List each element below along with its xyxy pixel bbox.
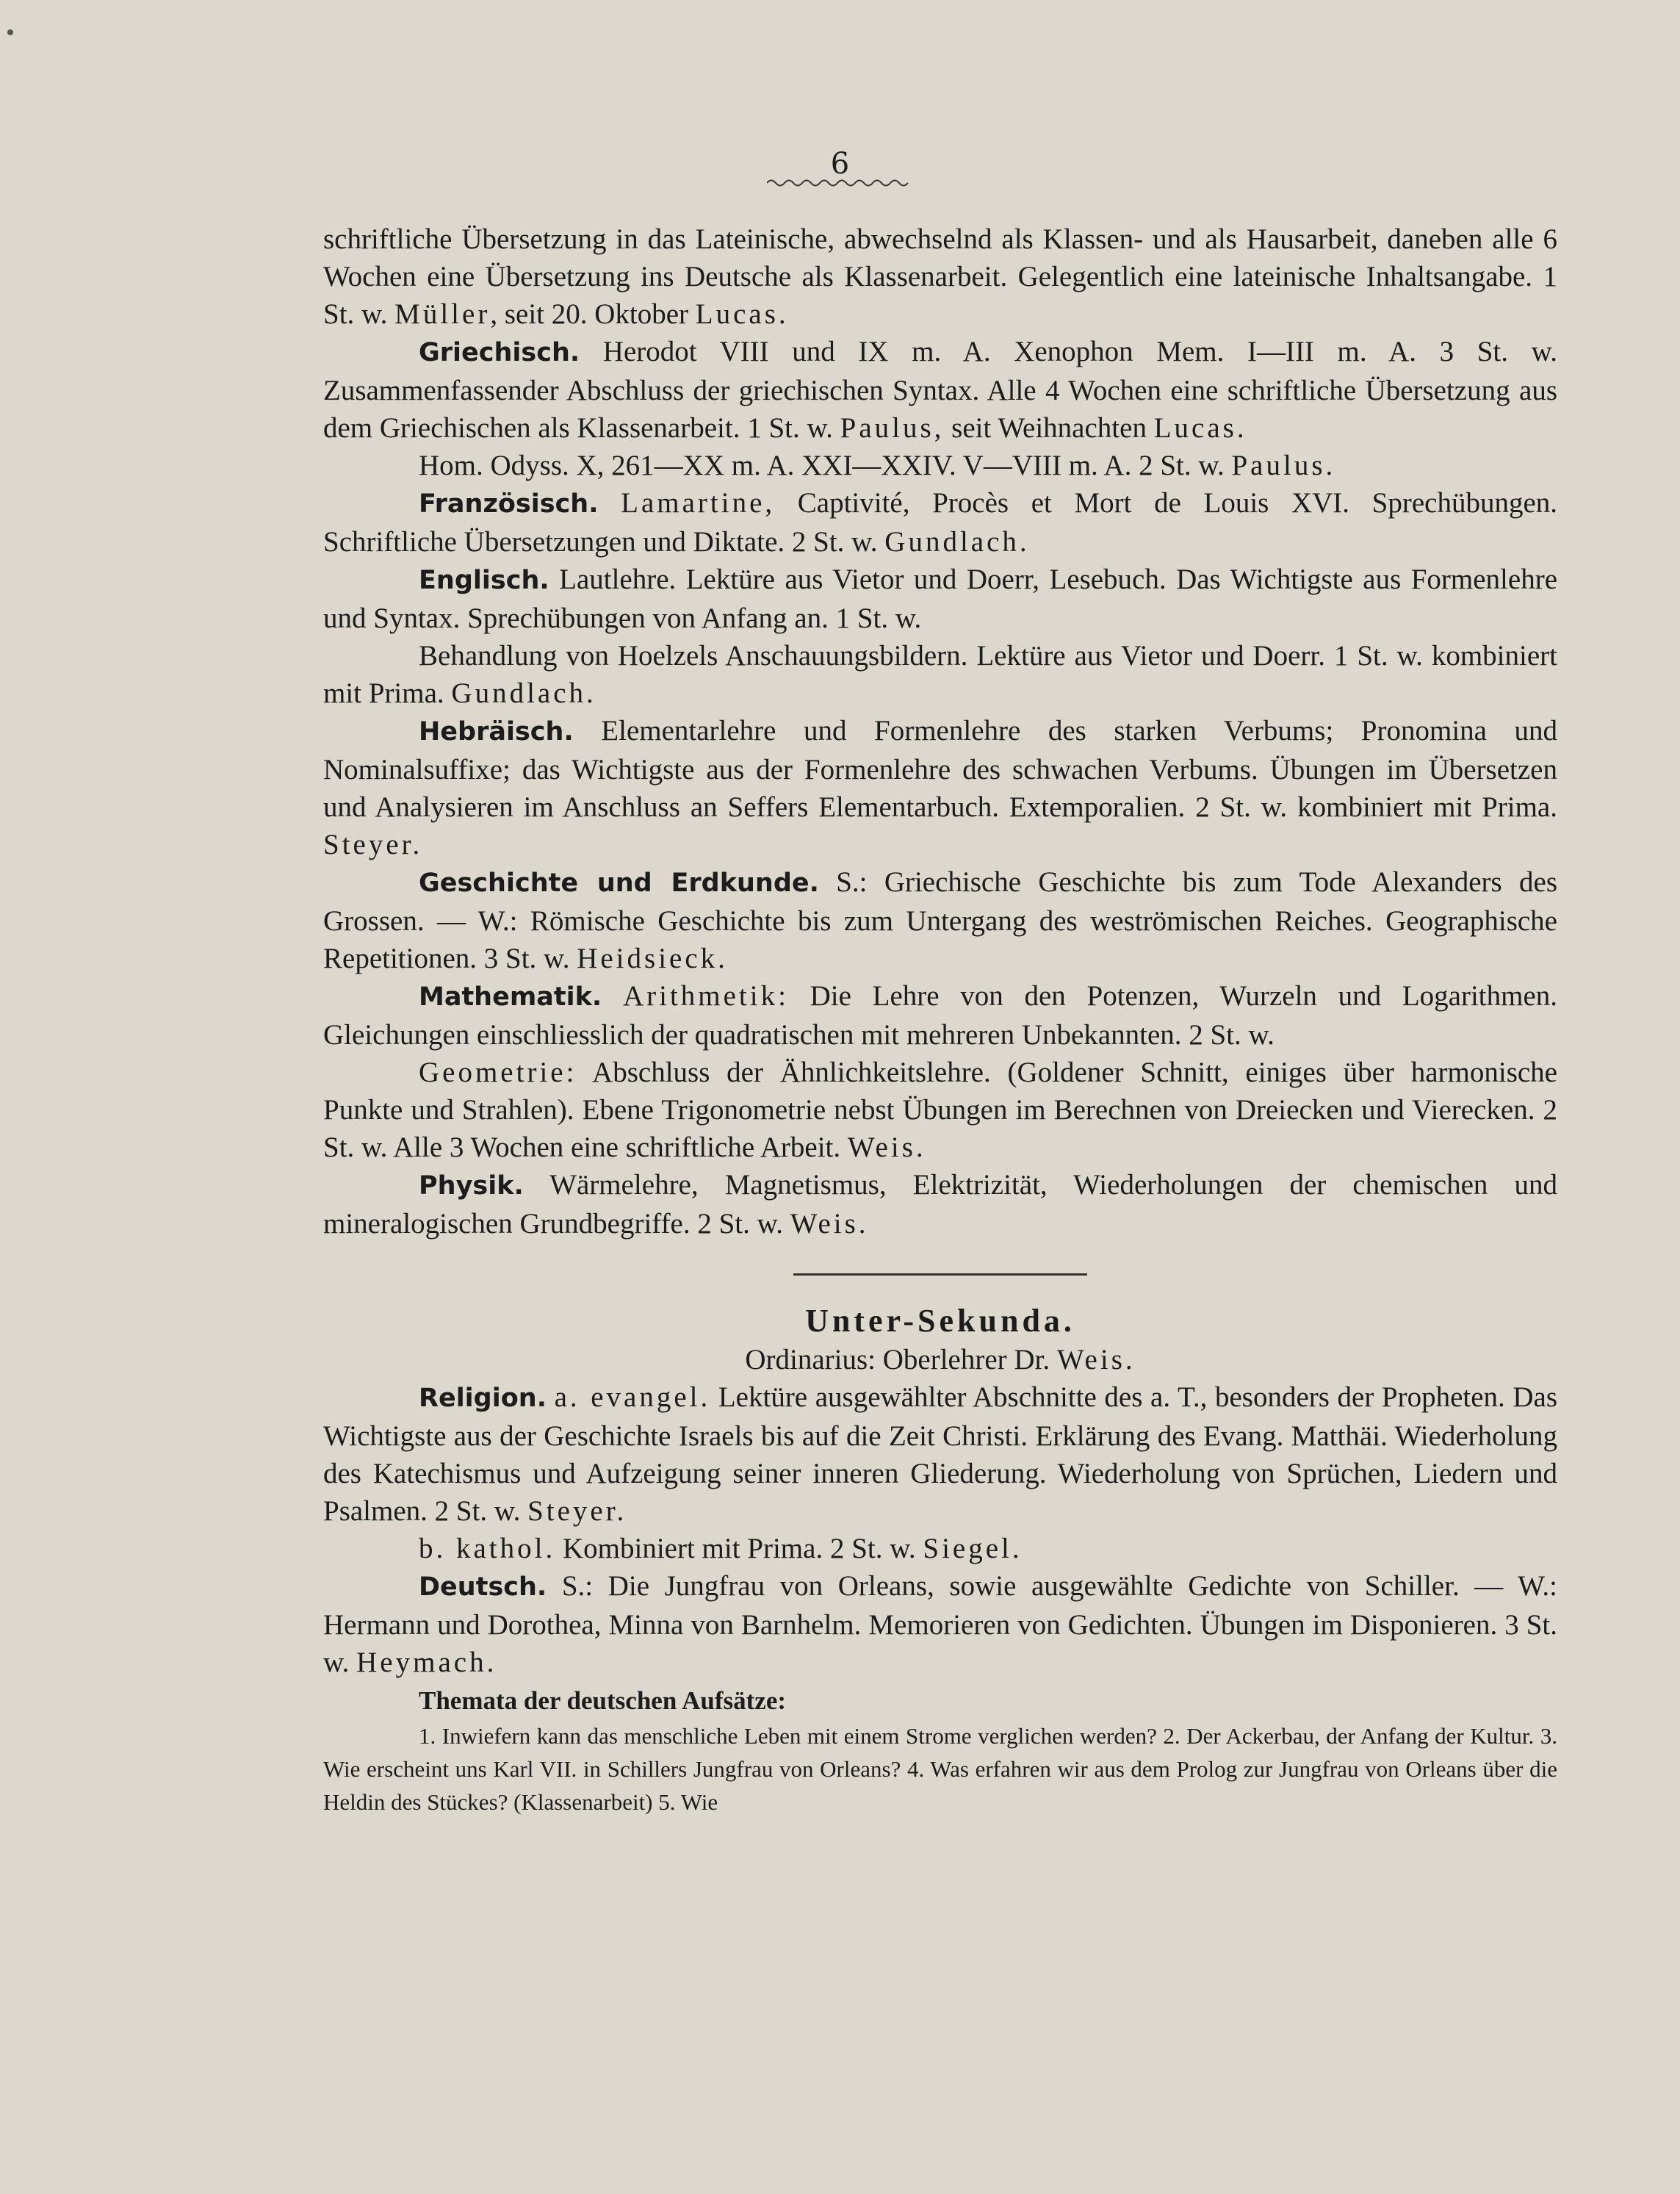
subject-heading: Griechisch. [419, 338, 580, 367]
themata-list: 1. Inwiefern kann das menschliche Leben mit einem Strome verglichen werden? 2. Der Ackerbau, der Anfang der Kultur. 3. Wie erscheint uns Karl VII. in Schillers Jungfrau von Orleans? 4. Was erfahren wir aus dem Prolog zur Jungfrau von Orleans über die Heldin des Stückes? (Klassenarbeit) 5. Wie [323, 1723, 1557, 1815]
subject-heading: Religion. [419, 1384, 547, 1413]
page-header [0, 147, 1680, 188]
paragraph-mathematik: Mathematik. Arithmetik: Die Lehre von den Potenzen, Wurzeln und Logarithmen. Gleichungen einschliesslich der quadratischen mit mehreren Unbekannten. 2 St. w. [323, 980, 1558, 1051]
paragraph-geometrie: Geometrie: Abschluss der Ähnlichkeitslehre. (Goldener Schnitt, einiges über harmonische Punkte und Strahlen). Ebene Trigonometrie nebst Übungen im Berechnen von Dreiecken und Vierecken. 2 St. w. Alle 3 Wochen eine schriftliche Arbeit. Weis. [323, 1057, 1557, 1163]
paragraph-latein-continued: schriftliche Übersetzung in das Lateinische, abwechselnd als Klassen- und als Hausarbeit, daneben alle 6 Wochen eine Übersetzung ins Deutsche als Klassenarbeit. Gelegentlich eine lateinische Inhaltsangabe. 1 St. w. Müller, seit 20. Oktober Lucas. [323, 223, 1557, 330]
subject-heading: Englisch. [419, 566, 549, 595]
paragraph-deutsch: Deutsch. S.: Die Jungfrau von Orleans, sowie ausgewählte Gedichte von Schiller. — W.: Hermann und Dorothea, Minna von Barnhelm. Memorieren von Gedichten. Übungen im Disponieren. 3 St. w. Heymach. [323, 1570, 1557, 1678]
paragraph-griechisch: Griechisch. Herodot VIII und IX m. A. Xenophon Mem. I—III m. A. 3 St. w. Zusammenfassender Abschluss der griechischen Syntax. Alle 4 Wochen eine schriftliche Übersetzung aus dem Griechischen als Klassenarbeit. 1 St. w. Paulus, seit Weihnachten Lucas. [323, 336, 1557, 444]
paragraph-englisch: Englisch. Lautlehre. Lektüre aus Vietor und Doerr, Lesebuch. Das Wichtigste aus Formenlehre und Syntax. Sprechübungen von Anfang an. 1 St. w. [323, 564, 1557, 634]
paragraph-physik: Physik. Wärmelehre, Magnetismus, Elektrizität, Wiederholungen der chemischen und mineralogischen Grundbegriffe. 2 St. w. Weis. [323, 1169, 1557, 1240]
paragraph-religion-kathol: b. kathol. Kombiniert mit Prima. 2 St. w. Siegel. [419, 1533, 1023, 1564]
section-divider [793, 1273, 1087, 1276]
subject-heading: Deutsch. [419, 1572, 547, 1602]
paragraph-geschichte: Geschichte und Erdkunde. S.: Griechische Geschichte bis zum Tode Alexanders des Grossen. — W.: Römische Geschichte bis zum Untergang des weströmischen Reiches. Geographische Repetitionen. 3 St. w. Heidsieck. [323, 866, 1557, 974]
section-title: Unter-Sekunda. [805, 1303, 1075, 1339]
paragraph-religion: Religion. a. evangel. Lektüre ausgewählter Abschnitte des a. T., besonders der Propheten. Das Wichtigste aus der Geschichte Israels bis auf die Zeit Christi. Erklärung des Evang. Matthäi. Wiederholung des Katechismus und Aufzeigung seiner inneren Gliederung. Wiederholung von Sprüchen, Liedern und Psalmen. 2 St. w. Steyer. [323, 1381, 1558, 1527]
page-number: 6 [830, 147, 850, 181]
scan-speck [7, 29, 13, 35]
subject-heading: Mathematik. [419, 982, 602, 1012]
paragraph-franzoesisch: Französisch. Lamartine, Captivité, Procès et Mort de Louis XVI. Sprechübungen. Schriftliche Übersetzungen und Diktate. 2 St. w. Gundlach. [323, 487, 1557, 558]
subject-heading: Hebräisch. [419, 717, 574, 747]
themata-heading: Themata der deutschen Aufsätze: [419, 1686, 787, 1715]
section-ordinarius: Ordinarius: Oberlehrer Dr. Weis. [745, 1344, 1136, 1375]
paragraph-hebraeisch: Hebräisch. Elementarlehre und Formenlehre des starken Verbums; Pronomina und Nominalsuffixe; das Wichtigste aus der Formenlehre des schwachen Verbums. Übungen im Übersetzen und Analysieren im Anschluss an Seffers Elementarbuch. Extemporalien. 2 St. w. kombiniert mit Prima. Steyer. [323, 715, 1557, 860]
paragraph-homer: Hom. Odyss. X, 261—XX m. A. XXI—XXIV. V—VIII m. A. 2 St. w. Paulus. [419, 450, 1336, 481]
subject-heading: Physik. [419, 1171, 524, 1201]
paragraph-englisch-2: Behandlung von Hoelzels Anschauungsbildern. Lektüre aus Vietor und Doerr. 1 St. w. kombiniert mit Prima. Gundlach. [323, 640, 1557, 709]
subject-heading: Geschichte und Erdkunde. [419, 868, 819, 898]
body-text [323, 220, 1557, 1819]
subject-heading: Französisch. [419, 489, 599, 519]
